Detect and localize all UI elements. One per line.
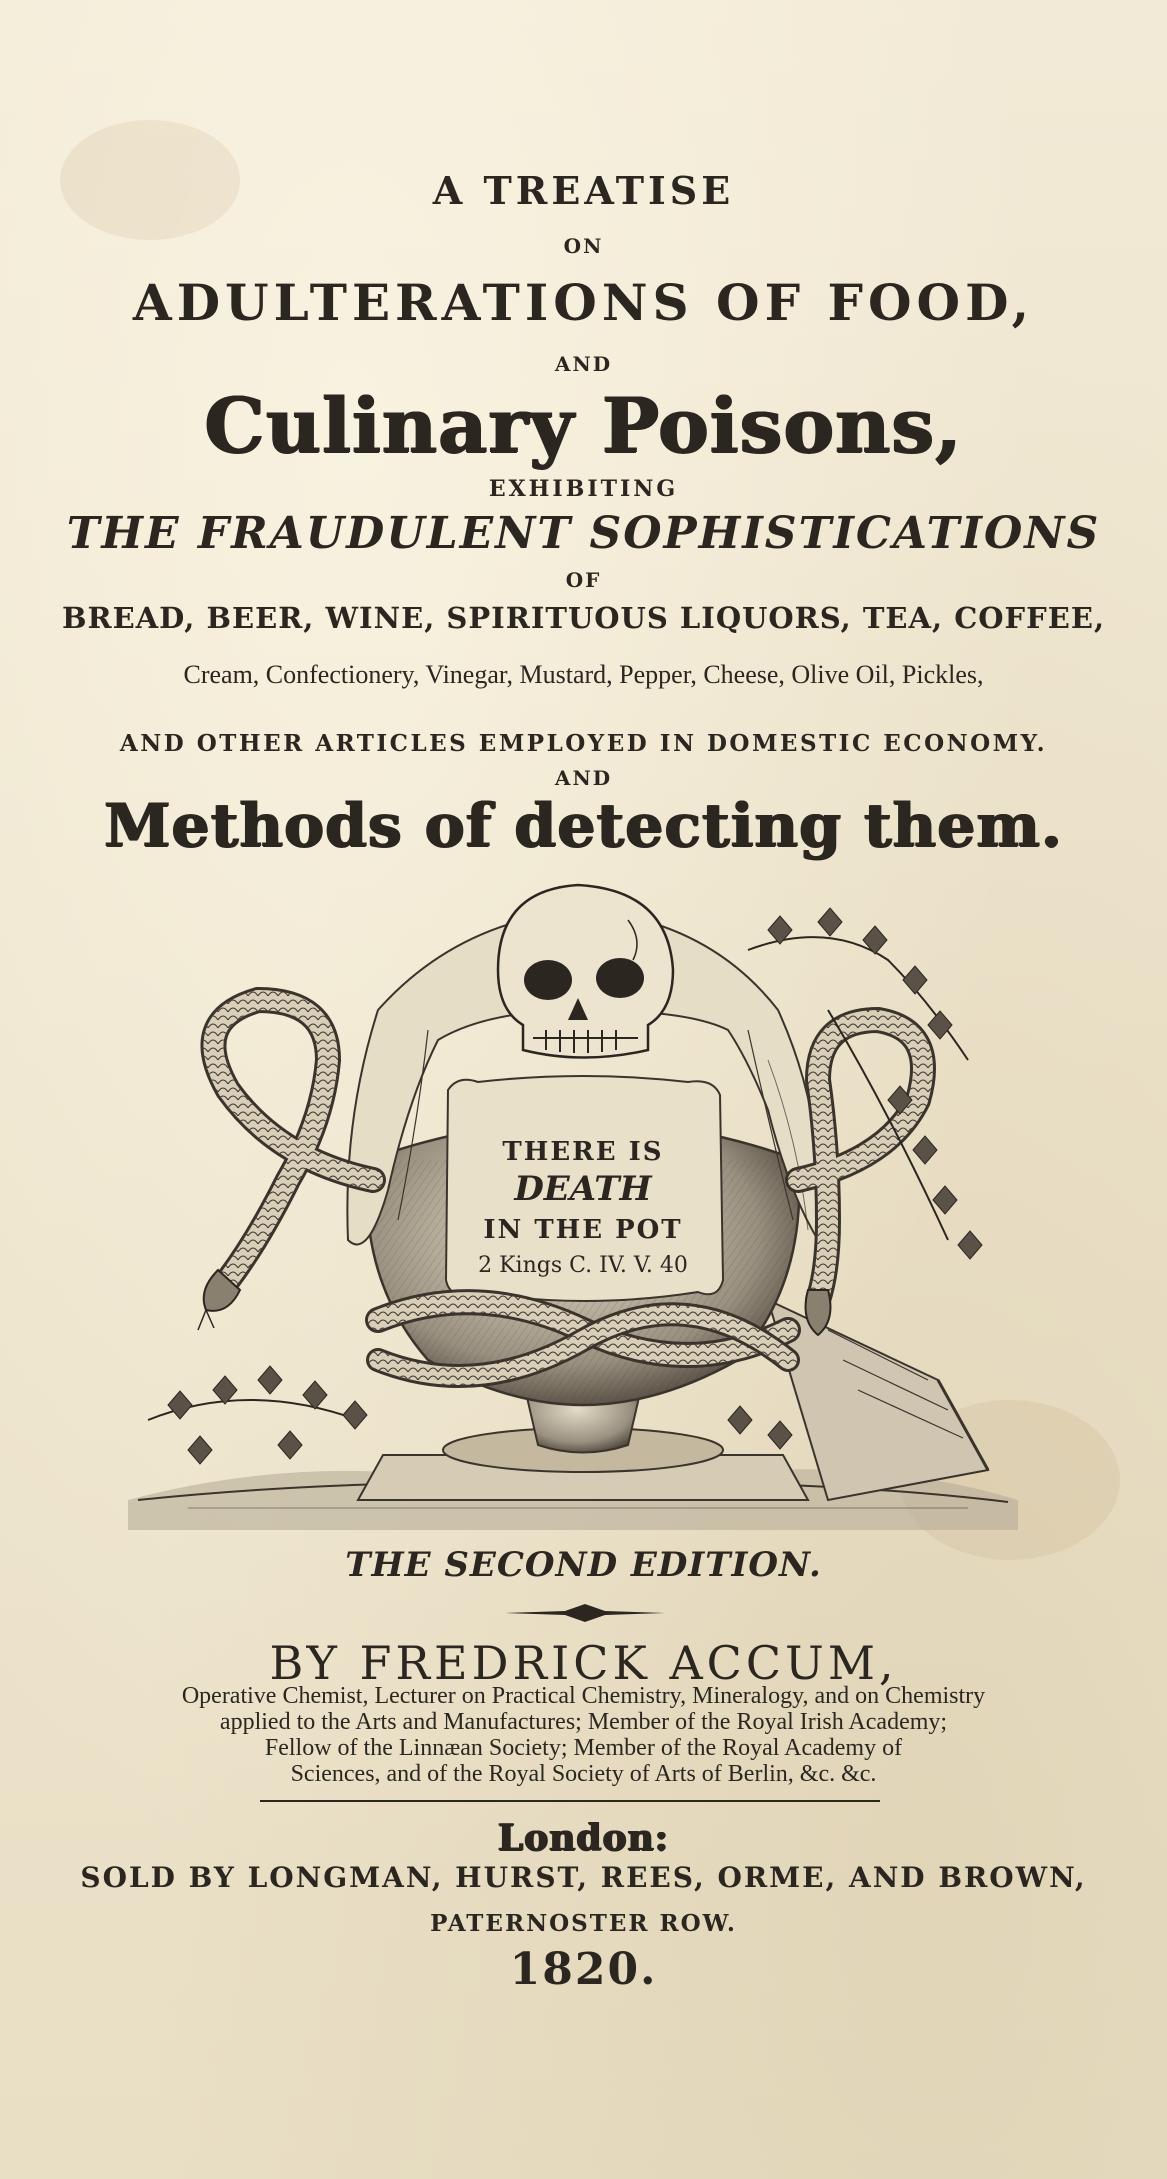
imprint-year: 1820.: [509, 1944, 658, 1995]
title-line-and: AND: [554, 352, 613, 376]
inscription-death: DEATH: [514, 1169, 652, 1209]
diamond-rule-ornament: [505, 1602, 665, 1624]
title-line-treatise: A TREATISE: [432, 168, 735, 213]
horizontal-rule: [260, 1800, 880, 1802]
title-line-on: ON: [563, 234, 604, 258]
inscription-in-the-pot: IN THE POT: [483, 1215, 683, 1245]
author-credentials-4: Sciences, and of the Royal Society of Arts of Berlin, &c. &c.: [290, 1761, 877, 1787]
author-credentials-2: applied to the Arts and Manufactures; Member of the Royal Irish Academy;: [219, 1709, 948, 1735]
author-credentials-3: Fellow of the Linnæan Society; Member of the Royal Academy of: [264, 1735, 903, 1761]
imprint-seller: SOLD BY LONGMAN, HURST, REES, ORME, AND BROWN,: [80, 1861, 1087, 1894]
title-line-and-2: AND: [554, 766, 613, 790]
author-credentials-1: Operative Chemist, Lecturer on Practical Chemistry, Mineralogy, and on Chemistry: [181, 1683, 986, 1709]
author-line: BY FREDRICK ACCUM,: [269, 1636, 898, 1690]
title-line-culinary-poisons: Culinary Poisons,: [204, 381, 963, 470]
title-line-adulterations: ADULTERATIONS OF FOOD,: [132, 273, 1035, 332]
inscription-panel: [446, 1076, 723, 1301]
title-line-bread-beer: BREAD, BEER, WINE, SPIRITUOUS LIQUORS, TEA, COFFEE,: [61, 601, 1106, 635]
title-line-other-articles: AND OTHER ARTICLES EMPLOYED IN DOMESTIC ECONOMY.: [119, 730, 1048, 757]
edition-line: THE SECOND EDITION.: [345, 1545, 822, 1585]
title-line-of: OF: [565, 568, 602, 592]
skull: [498, 885, 673, 1058]
inscription-verse: 2 Kings C. IV. V. 40: [478, 1253, 688, 1278]
snake-left: [198, 1000, 373, 1330]
inscription-there-is: THERE IS: [502, 1137, 664, 1167]
imprint-street: PATERNOSTER ROW.: [430, 1910, 737, 1937]
imprint-city: London:: [497, 1817, 670, 1859]
title-line-methods: Methods of detecting them.: [104, 791, 1063, 861]
title-line-fraudulent: THE FRAUDULENT SOPHISTICATIONS: [66, 508, 1101, 559]
skull-urn-engraving: [128, 860, 1018, 1530]
title-line-cream: Cream, Confectionery, Vinegar, Mustard, Pepper, Cheese, Olive Oil, Pickles,: [183, 660, 984, 689]
title-line-exhibiting: EXHIBITING: [488, 476, 679, 502]
